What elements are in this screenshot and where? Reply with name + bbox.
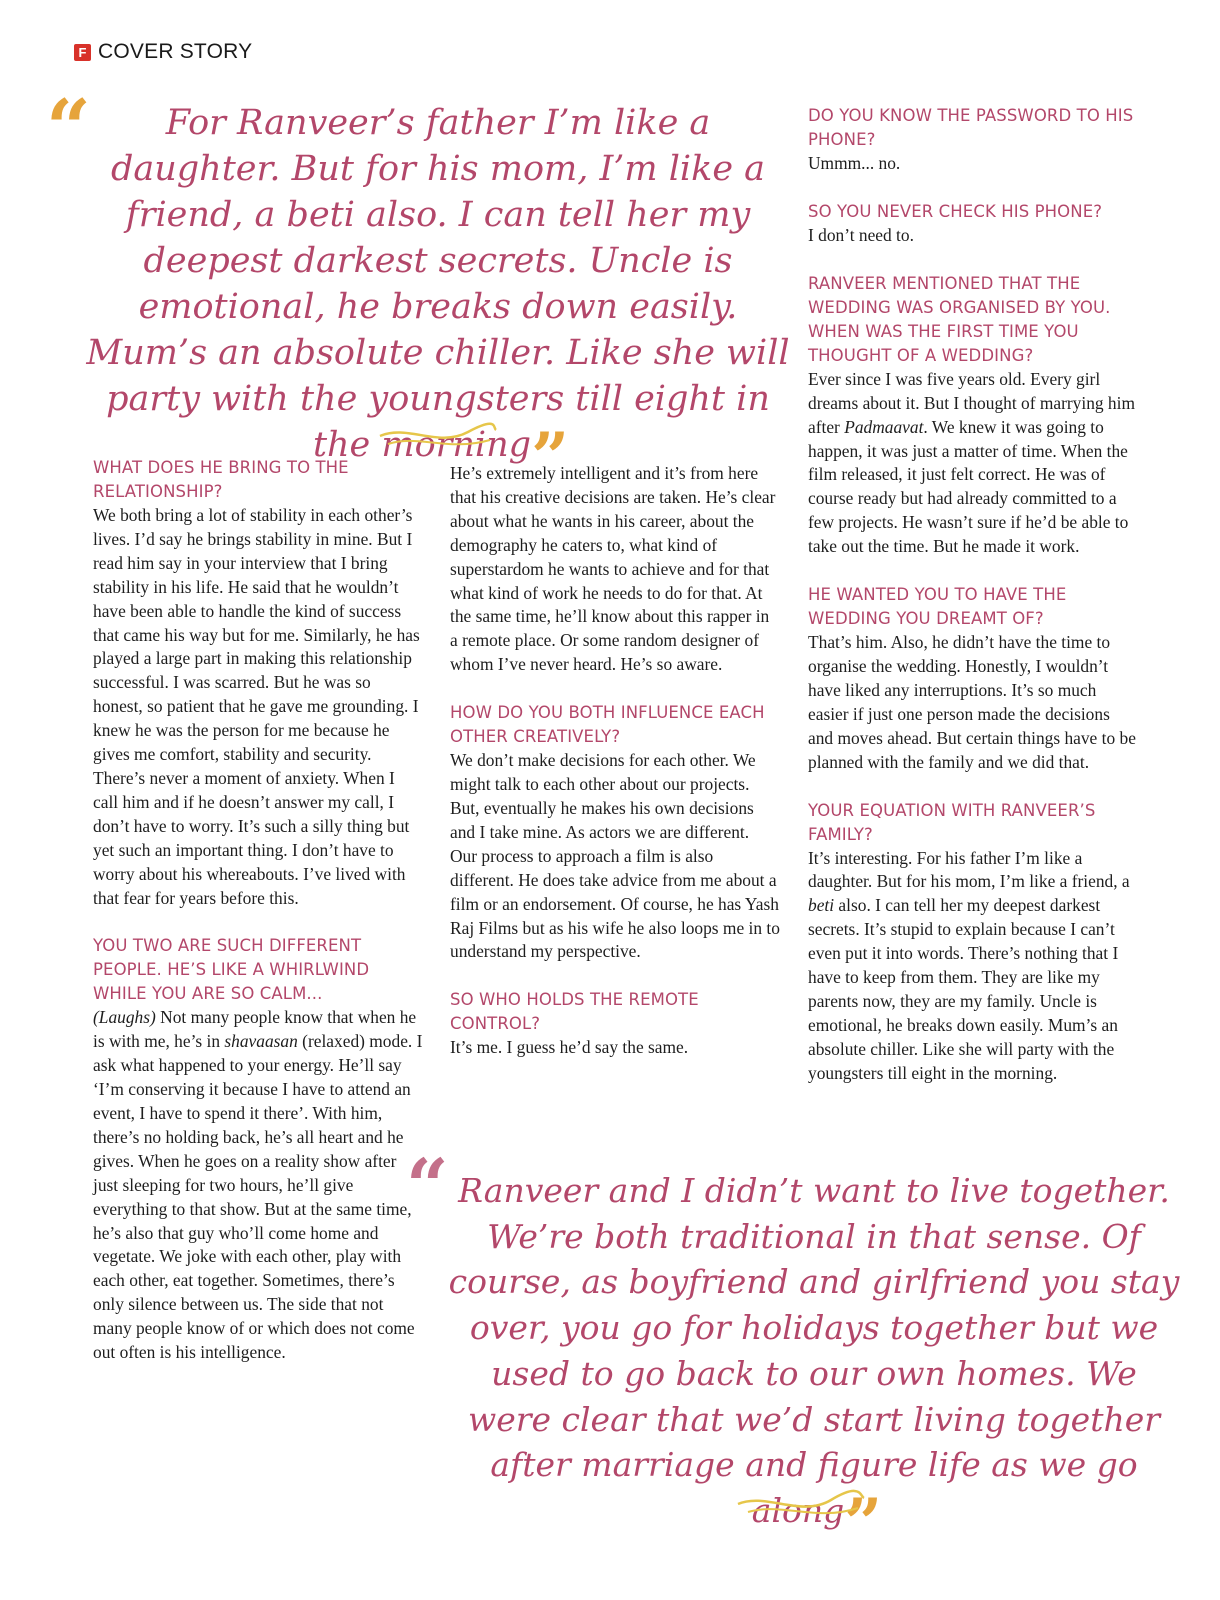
answer-paragraph: We don’t make decisions for each other. We might talk to each other about our projects. But, eventually he makes his own decisions and I take mine. As actors we are different. Our process to approach a film is also different. He does take advice from me about a film or an endorsement. Of course, he has Yash Raj Films but as his wife he also loops me in to understand my perspective. — [450, 750, 780, 962]
close-quote-mark-icon: ” — [531, 418, 564, 496]
shavaasan-term: shavaasan — [224, 1031, 298, 1052]
question-heading: SO YOU NEVER CHECK HIS PHONE? — [808, 201, 1103, 221]
answer-paragraph: It’s interesting. For his father I’m like a daughter. But for his mom, I’m like a friend, a beti also. I can tell her my deepest darkest secrets. It’s stupid to explain because I can’t even put it into words. There’s nothing that I have to keep from them. They are like my parents now, they are my family. Uncle is emotional, he breaks down easily. Mum’s an absolute chiller. Like she will party with the youngsters till eight in the morning. — [808, 847, 1130, 1083]
page-header — [74, 40, 252, 64]
question-heading: RANVEER MENTIONED THAT THE WEDDING WAS ORGANISED BY YOU. WHEN WAS THE FIRST TIME YOU THOUGHT OF A WEDDING? — [808, 273, 1111, 365]
laughs-note: (Laughs) — [93, 1007, 156, 1028]
column-3 — [808, 104, 1138, 1110]
answer-paragraph: Ever since I was five years old. Every girl dreams about it. But I thought of marrying him after Padmaavat. We knew it was going to happen, it was just a matter of time. When the film released, it just felt correct. He was of course ready but had already committed to a few projects. He wasn’t sure if he’d be able to take out the time. But he made it work. — [808, 368, 1135, 557]
answer-paragraph: I don’t need to. — [808, 224, 914, 245]
answer-paragraph-continued: He’s extremely intelligent and it’s from here that his creative decisions are taken. He’s clear about what he wants in his career, about the demography he caters to, what kind of superstardom he wants to achieve and for that what kind of work he needs to do for that. At the same time, he’ll know about this rapper in a remote place. Or some random designer of whom I’ve never heard. He’s so aware. — [450, 463, 776, 675]
answer-paragraph: That’s him. Also, he didn’t have the time to organise the wedding. Honestly, I wouldn’t have liked any interruptions. It’s so much easier if just one person made the decisions and moves ahead. But certain things have to be planned with the family and we did that. — [808, 632, 1136, 772]
magazine-logo: F — [74, 44, 91, 61]
answer-paragraph: We both bring a lot of stability in each other’s lives. I’d say he brings stability in mine. But I read him say in your interview that I bring stability in his life. He said that he wouldn’t have been able to handle the kind of success that came his way but for me. Similarly, he has played a large part in making this relationship successful. I was scarred. But he was so honest, so patient that he gave me grounding. I knew he was the person for me because he gives me comfort, stability and security. There’s never a moment of anxiety. When I call him and if he doesn’t answer my call, I don’t have to worry. It’s such a silly thing but yet such an important thing. I don’t have to worry about his whereabouts. I’ve lived with that fear for years before this. — [93, 505, 420, 908]
question-heading: SO WHO HOLDS THE REMOTE CONTROL? — [450, 990, 699, 1034]
open-quote-mark-icon: “ — [46, 83, 91, 174]
film-title: Padmaavat — [844, 416, 924, 437]
beti-term: beti — [808, 895, 835, 916]
question-heading: HOW DO YOU BOTH INFLUENCE EACH OTHER CREATIVELY? — [450, 703, 765, 747]
question-heading: DO YOU KNOW THE PASSWORD TO HIS PHONE? — [808, 106, 1134, 149]
column-1 — [93, 456, 423, 1389]
column-2 — [450, 462, 780, 1084]
open-quote-mark-icon: “ — [406, 1144, 449, 1230]
question-heading: YOUR EQUATION WITH RANVEER’S FAMILY? — [808, 800, 1096, 844]
swash-decoration-2 — [736, 1488, 866, 1528]
question-heading: WHAT DOES HE BRING TO THE RELATIONSHIP? — [93, 458, 349, 501]
answer-paragraph: Ummm... no. — [808, 153, 901, 173]
pull-quote-2-text: Ranveer and I didn’t want to live together. We’re both traditional in that sense. Of course, as boyfriend and girlfriend you stay over, you go for holidays together but we used to go back to our own homes. We were clear that we’d start living together after marriage and figure life as we go along — [448, 1171, 1180, 1530]
section-label: COVER STORY — [98, 40, 253, 63]
close-quote-mark-icon: ” — [844, 1483, 877, 1562]
answer-paragraph: It’s me. I guess he’d say the same. — [450, 1037, 689, 1058]
question-heading: HE WANTED YOU TO HAVE THE WEDDING YOU DREAMT OF? — [808, 585, 1067, 629]
pull-quote-2 — [448, 1168, 1180, 1562]
answer-paragraph: (Laughs) Not many people know that when he is with me, he’s in shavaasan (relaxed) mode. I ask what happened to your energy. He’ll say ‘I’m conserving it because I have to attend an event, I have to spend it there’. With him, there’s no holding back, he’s all heart and he gives. When he goes on a reality show after just sleeping for two hours, he’ll give everything to that show. But at the same time, he’s also that guy who’ll come home and vegetate. We joke with each other, play with each other, eat together. Sometimes, there’s only silence between us. The side that not many people know of or which does not come out often is his intelligence. — [93, 1007, 423, 1363]
question-heading: YOU TWO ARE SUCH DIFFERENT PEOPLE. HE’S LIKE A WHIRLWIND WHILE YOU ARE SO CALM... — [93, 936, 370, 1004]
swash-decoration-1 — [378, 418, 498, 458]
pull-quote-1-text: For Ranveer’s father I’m like a daughter. But for his mom, I’m like a friend, a beti also. I can tell her my deepest darkest secrets. Uncle is emotional, he breaks down easily. Mum’s an absolute chiller. Like she will party with the youngsters till eight in the morning — [86, 103, 790, 465]
